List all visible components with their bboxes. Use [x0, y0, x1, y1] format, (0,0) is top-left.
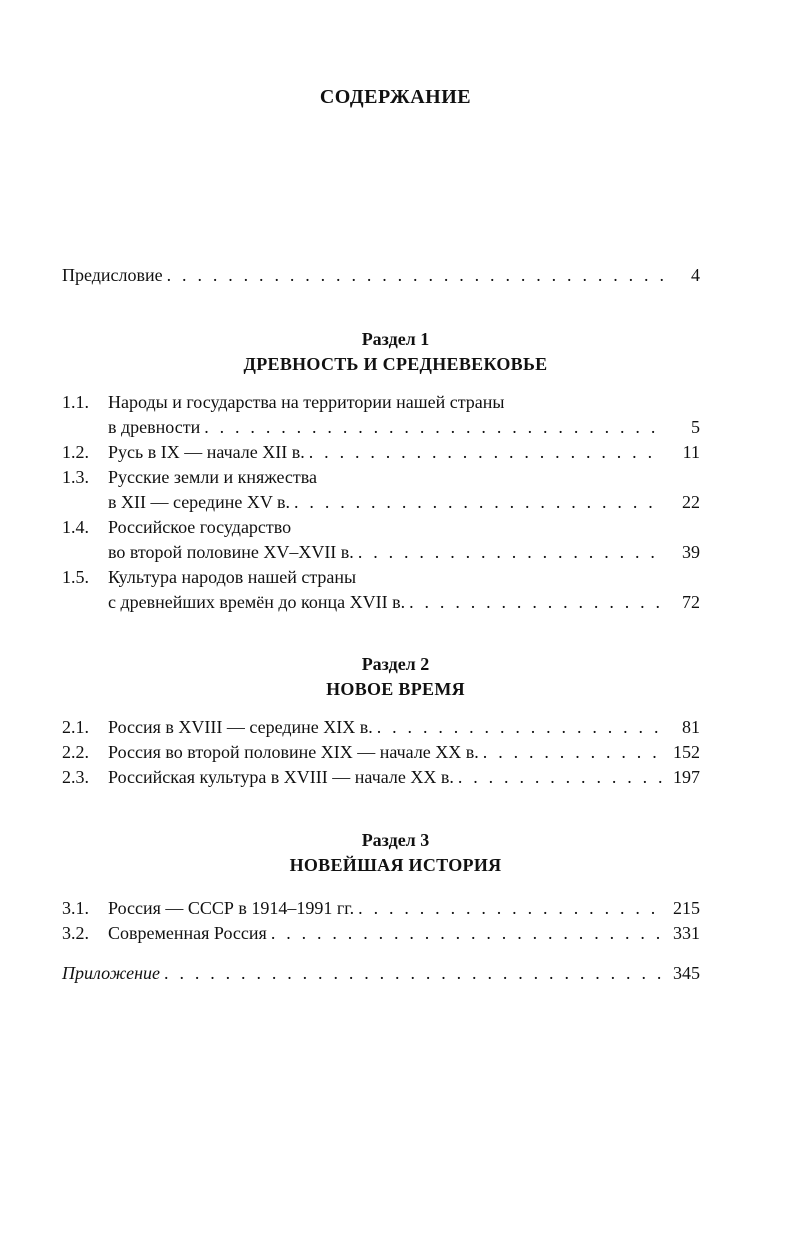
entry-page: 22 — [682, 492, 700, 512]
entry-title: Русь в IX — начале XII в. — [108, 442, 305, 462]
entry-number: 1.1. — [62, 392, 89, 412]
toc-preface — [62, 263, 700, 288]
toc-entry-1-4[interactable] — [62, 515, 700, 540]
entry-number: 2.1. — [62, 717, 89, 737]
section-heading-1 — [0, 327, 791, 377]
entry-page: 4 — [691, 265, 700, 285]
toc-entry-1-5-cont[interactable] — [62, 590, 700, 615]
toc-entry-1-3[interactable] — [62, 465, 700, 490]
toc-entry-3-2[interactable] — [62, 921, 700, 946]
entry-number: 1.3. — [62, 467, 89, 487]
entry-page: 81 — [682, 717, 700, 737]
entry-page: 345 — [673, 963, 700, 983]
entry-title-cont: с древнейших времён до конца XVII в. — [108, 592, 406, 612]
dot-leader — [458, 765, 664, 790]
entry-title-cont: в древности — [108, 417, 201, 437]
dot-leader — [294, 490, 664, 515]
entry-title: Приложение — [62, 963, 161, 983]
dot-leader — [483, 740, 664, 765]
dot-leader — [309, 440, 664, 465]
entry-number: 1.2. — [62, 442, 89, 462]
entry-title: Культура народов нашей страны — [108, 567, 357, 587]
section-label: Раздел 1 — [361, 329, 430, 349]
entry-page: 215 — [673, 898, 700, 918]
entry-page: 197 — [673, 767, 700, 787]
entry-page: 331 — [673, 923, 700, 943]
section-label: Раздел 3 — [361, 830, 430, 850]
section-heading-2 — [0, 652, 791, 702]
section-heading-3 — [0, 828, 791, 878]
toc-entry-1-1-cont[interactable] — [62, 415, 700, 440]
entry-title: Российское государство — [108, 517, 292, 537]
entry-title-cont: в XII — середине XV в. — [108, 492, 291, 512]
section-label: Раздел 2 — [361, 654, 430, 674]
entry-title: Русские земли и княжества — [108, 467, 317, 487]
entry-number: 3.1. — [62, 898, 89, 918]
section-name: НОВЕЙШАЯ ИСТОРИЯ — [289, 855, 502, 875]
entry-number: 1.4. — [62, 517, 89, 537]
entry-page: 5 — [691, 417, 700, 437]
toc-entry-1-1[interactable] — [62, 390, 700, 415]
entry-title-cont: во второй половине XV–XVII в. — [108, 542, 354, 562]
toc-entry-appendix[interactable] — [62, 961, 700, 986]
toc-appendix — [62, 961, 700, 986]
toc-section-1 — [62, 390, 700, 615]
toc-entry-1-3-cont[interactable] — [62, 490, 700, 515]
toc-entry[interactable] — [62, 263, 700, 288]
entry-title: Предисловие — [62, 265, 163, 285]
dot-leader — [167, 263, 664, 288]
entry-title: Россия — СССР в 1914–1991 гг. — [108, 898, 355, 918]
entry-page: 39 — [682, 542, 700, 562]
entry-page: 11 — [682, 442, 700, 462]
entry-number: 2.3. — [62, 767, 89, 787]
dot-leader — [409, 590, 664, 615]
dot-leader — [164, 961, 664, 986]
section-name: ДРЕВНОСТЬ И СРЕДНЕВЕКОВЬЕ — [243, 354, 548, 374]
entry-title: Россия во второй половине XIX — начале XX в. — [108, 742, 479, 762]
toc-entry-2-2[interactable] — [62, 740, 700, 765]
entry-title: Народы и государства на территории нашей страны — [108, 392, 505, 412]
section-name: НОВОЕ ВРЕМЯ — [326, 679, 465, 699]
toc-entry-2-1[interactable] — [62, 715, 700, 740]
entry-number: 2.2. — [62, 742, 89, 762]
dot-leader — [271, 921, 664, 946]
entry-page: 152 — [673, 742, 700, 762]
dot-leader — [377, 715, 664, 740]
entry-title: Россия в XVIII — середине XIX в. — [108, 717, 373, 737]
page-title: СОДЕРЖАНИЕ — [319, 86, 472, 108]
toc-section-3 — [62, 896, 700, 946]
toc-section-2 — [62, 715, 700, 790]
dot-leader — [358, 540, 664, 565]
dot-leader — [204, 415, 664, 440]
entry-page: 72 — [682, 592, 700, 612]
entry-title: Современная Россия — [108, 923, 267, 943]
entry-title: Российская культура в XVIII — начале XX в. — [108, 767, 454, 787]
toc-entry-1-5[interactable] — [62, 565, 700, 590]
toc-entry-1-2[interactable] — [62, 440, 700, 465]
dot-leader — [358, 896, 664, 921]
toc-entry-2-3[interactable] — [62, 765, 700, 790]
toc-entry-3-1[interactable] — [62, 896, 700, 921]
toc-entry-1-4-cont[interactable] — [62, 540, 700, 565]
entry-number: 3.2. — [62, 923, 89, 943]
entry-number: 1.5. — [62, 567, 89, 587]
